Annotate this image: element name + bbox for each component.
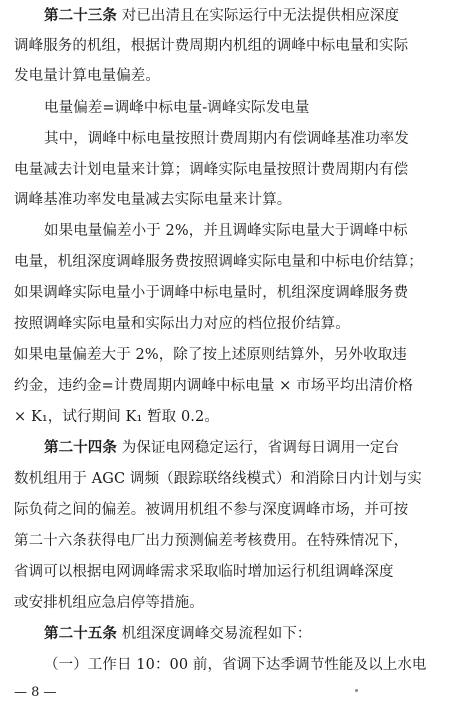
article-23-line-11: 按照调峰实际电量和实际出力对应的档位报价结算。 [14, 316, 350, 332]
article-23-line-1 [14, 6, 466, 26]
article-23-line-6: 电量减去计划电量来计算；调峰实际电量按照计费周期内有偿 [14, 162, 409, 178]
article-23-line-12: 如果电量偏差大于 2%，除了按上述原则结算外，另外收取违 [14, 347, 407, 363]
article-25-line-2: （一）工作日 10：00 前，省调下达季调节性能及以上水电 [44, 657, 427, 673]
page-number: — 8 — [14, 685, 57, 700]
article-23-line-10: 如果调峰实际电量小于调峰中标电量时，机组深度调峰服务费 [14, 285, 409, 301]
article-24-line-6: 或安排机组应急启停等措施。 [14, 595, 204, 611]
article-24-line-3: 际负荷之间的偏差。被调用机组不参与深度调峰市场，并可按 [14, 502, 409, 518]
article-24-line-2: 数机组用于 AGC 调频（跟踪联络线模式）和消除日内计划与实 [14, 471, 422, 487]
scan-speck [355, 689, 358, 692]
article-24-text: 为保证电网稳定运行，省调每日调用一定台 [121, 440, 400, 456]
article-23-line-2: 调峰服务的机组，根据计费周期内机组的调峰中标电量和实际 [14, 38, 409, 54]
article-23-line-3: 发电量计算电量偏差。 [14, 68, 160, 84]
article-24-line-1 [14, 438, 466, 458]
article-24-line-5: 省调可以根据电网调峰需求采取临时增加运行机组调峰深度 [14, 564, 394, 580]
article-23-line-14: × K₁，试行期间 K₁ 暂取 0.2。 [14, 409, 219, 425]
article-23-line-13: 约金，违约金=计费周期内调峰中标电量 × 市场平均出清价格 [14, 378, 413, 394]
article-24-line-4: 第二十六条获得电厂出力预测偏差考核费用。在特殊情况下， [14, 533, 409, 549]
article-25-line-1 [14, 624, 466, 644]
article-23-line-9: 电量，机组深度调峰服务费按照调峰实际电量和中标电价结算； [14, 254, 423, 270]
article-23-text: 对已出清且在实际运行中无法提供相应深度 [121, 8, 400, 24]
article-23-line-8: 如果电量偏差小于 2%，并且调峰实际电量大于调峰中标 [44, 223, 408, 239]
article-23-heading: 第二十三条 [44, 8, 117, 24]
article-24-heading: 第二十四条 [44, 440, 117, 456]
article-25-text: 机组深度调峰交易流程如下： [121, 626, 312, 642]
article-25-heading: 第二十五条 [44, 626, 117, 642]
article-23-line-7: 调峰基准功率发电量减去实际电量来计算。 [14, 192, 292, 208]
deviation-formula: 电量偏差=调峰中标电量-调峰实际发电量 [44, 100, 310, 116]
article-23-line-5: 其中，调峰中标电量按照计费周期内有偿调峰基准功率发 [44, 131, 409, 147]
